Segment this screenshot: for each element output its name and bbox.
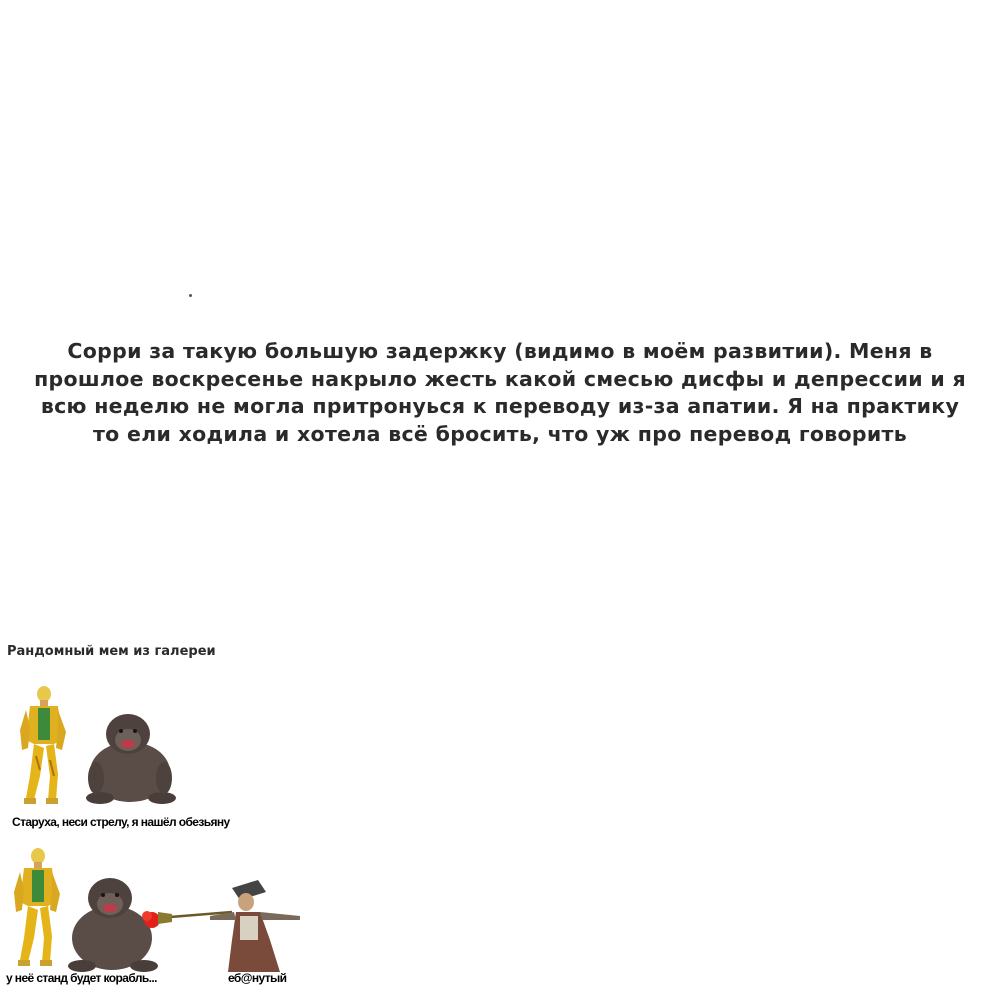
monkey-figure xyxy=(68,878,158,972)
monkey-figure xyxy=(86,714,176,804)
message-line: Сорри за такую большую задержку (видимо в моём развитии). Меня в xyxy=(67,339,933,363)
meme-panel-1 xyxy=(12,686,231,829)
message-text xyxy=(0,338,1000,448)
message-line: всю неделю не могла притронуься к переводу из-за апатии. Я на практику xyxy=(40,394,960,418)
stray-dot xyxy=(189,294,192,297)
old-woman-figure xyxy=(210,880,300,972)
meme-caption-2-left: у неё станд будет корабль... xyxy=(6,971,157,985)
dio-figure xyxy=(14,848,60,966)
meme-panel-2 xyxy=(6,848,300,985)
gallery-heading: Рандомный мем из галереи xyxy=(7,644,216,659)
dio-figure xyxy=(20,686,66,804)
meme-image xyxy=(0,680,310,990)
meme-caption-2-right: еб@нутый xyxy=(228,971,287,985)
meme-caption-1: Старуха, неси стрелу, я нашёл обезьяну xyxy=(12,815,230,829)
message-line: прошлое воскресенье накрыло жесть какой смесью дисфы и депрессии и я xyxy=(34,366,966,391)
message-line: то ели ходила и хотела всё бросить, что уж про перевод говорить xyxy=(93,421,907,446)
